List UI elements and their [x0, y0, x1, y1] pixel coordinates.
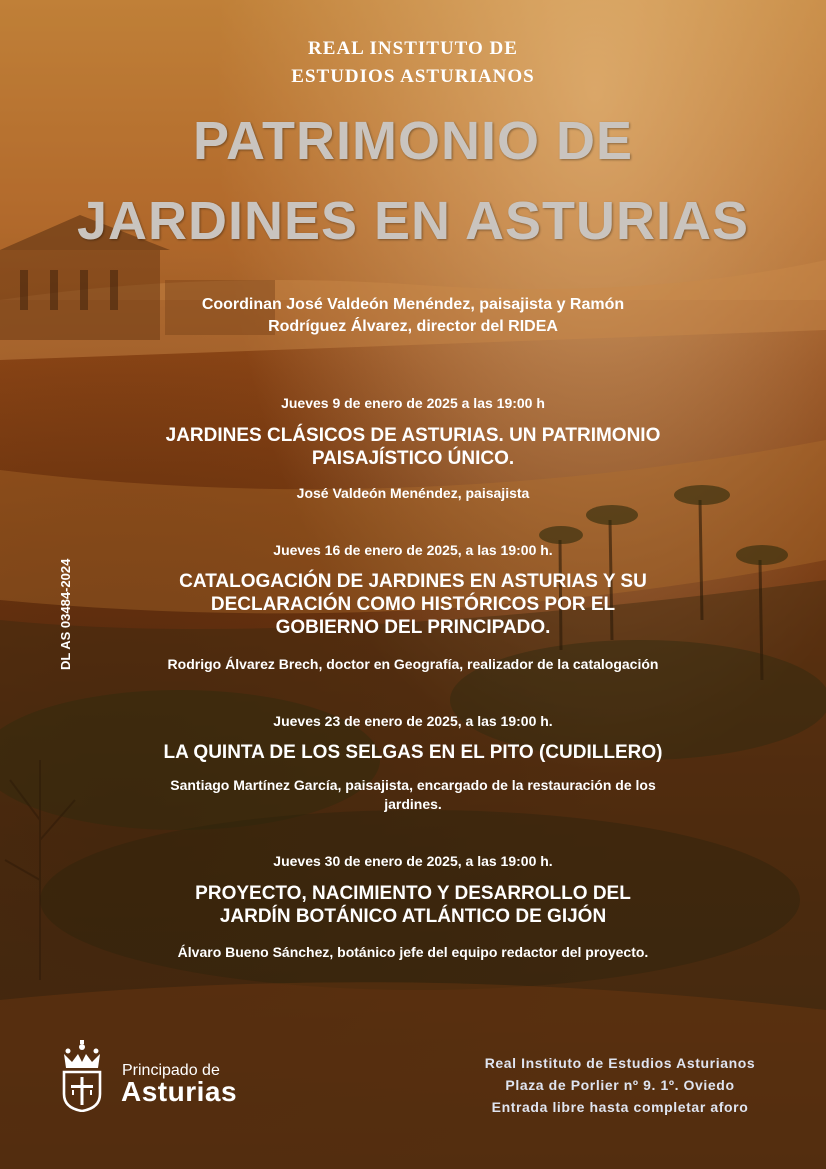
session-3-date: Jueves 23 de enero de 2025, a las 19:00 h.: [273, 713, 553, 729]
session-2-title-line2: DECLARACIÓN COMO HISTÓRICOS POR EL: [210, 594, 616, 615]
logo-text-line1: Principado de: [122, 1062, 220, 1079]
coordinators: [90, 294, 736, 338]
session-2-date: Jueves 16 de enero de 2025, a las 19:00 h.: [273, 542, 553, 558]
session-3-speaker-line2: jardines.: [384, 796, 442, 812]
session-3-speaker: [90, 776, 736, 814]
main-title-line1: PATRIMONIO DE: [193, 111, 633, 171]
session-4-title-line1: PROYECTO, NACIMIENTO Y DESARROLLO DEL: [195, 883, 631, 904]
session-4-title: [90, 882, 736, 928]
coordinators-line1: Coordinan José Valdeón Menéndez, paisajista y Ramón: [201, 296, 625, 313]
coordinators-line2: Rodríguez Álvarez, director del RIDEA: [268, 318, 558, 335]
asturias-coat-of-arms-icon: [60, 1040, 104, 1112]
session-4-date: Jueves 30 de enero de 2025, a las 19:00 h.: [273, 853, 553, 869]
institute-name-line2: ESTUDIOS ASTURIANOS: [291, 66, 535, 87]
session-2-title: [90, 570, 736, 639]
footer-address: Plaza de Porlier nº 9. 1º. Oviedo: [505, 1077, 735, 1093]
logo-text-line2: Asturias: [121, 1076, 238, 1107]
legal-deposit-number: DL AS 03484-2024: [58, 558, 73, 670]
session-2-speaker: Rodrigo Álvarez Brech, doctor en Geografía, realizador de la catalogación: [167, 656, 659, 672]
session-2-title-line3: GOBIERNO DEL PRINCIPADO.: [275, 617, 551, 638]
session-4-title-line2: JARDÍN BOTÁNICO ATLÁNTICO DE GIJÓN: [219, 906, 607, 927]
main-title-line2: JARDINES EN ASTURIAS: [76, 191, 750, 251]
footer-admission: Entrada libre hasta completar aforo: [491, 1099, 749, 1115]
footer-venue-name: Real Instituto de Estudios Asturianos: [484, 1055, 756, 1071]
session-1-title-line1: JARDINES CLÁSICOS DE ASTURIAS. UN PATRIMONIO: [165, 425, 661, 446]
session-2-title-line1: CATALOGACIÓN DE JARDINES EN ASTURIAS Y SU: [179, 571, 647, 592]
session-3-speaker-line1: Santiago Martínez García, paisajista, encargado de la restauración de los: [170, 777, 656, 793]
session-4-speaker: Álvaro Bueno Sánchez, botánico jefe del equipo redactor del proyecto.: [177, 944, 649, 960]
institute-name-line1: REAL INSTITUTO DE: [308, 38, 518, 59]
session-1-date: Jueves 9 de enero de 2025 a las 19:00 h: [281, 395, 545, 411]
session-1-speaker: José Valdeón Menéndez, paisajista: [296, 485, 530, 501]
session-1-title: [90, 424, 736, 470]
session-1-title-line2: PAISAJÍSTICO ÚNICO.: [311, 448, 515, 469]
session-3-title: LA QUINTA DE LOS SELGAS EN EL PITO (CUDILLERO): [163, 742, 663, 763]
